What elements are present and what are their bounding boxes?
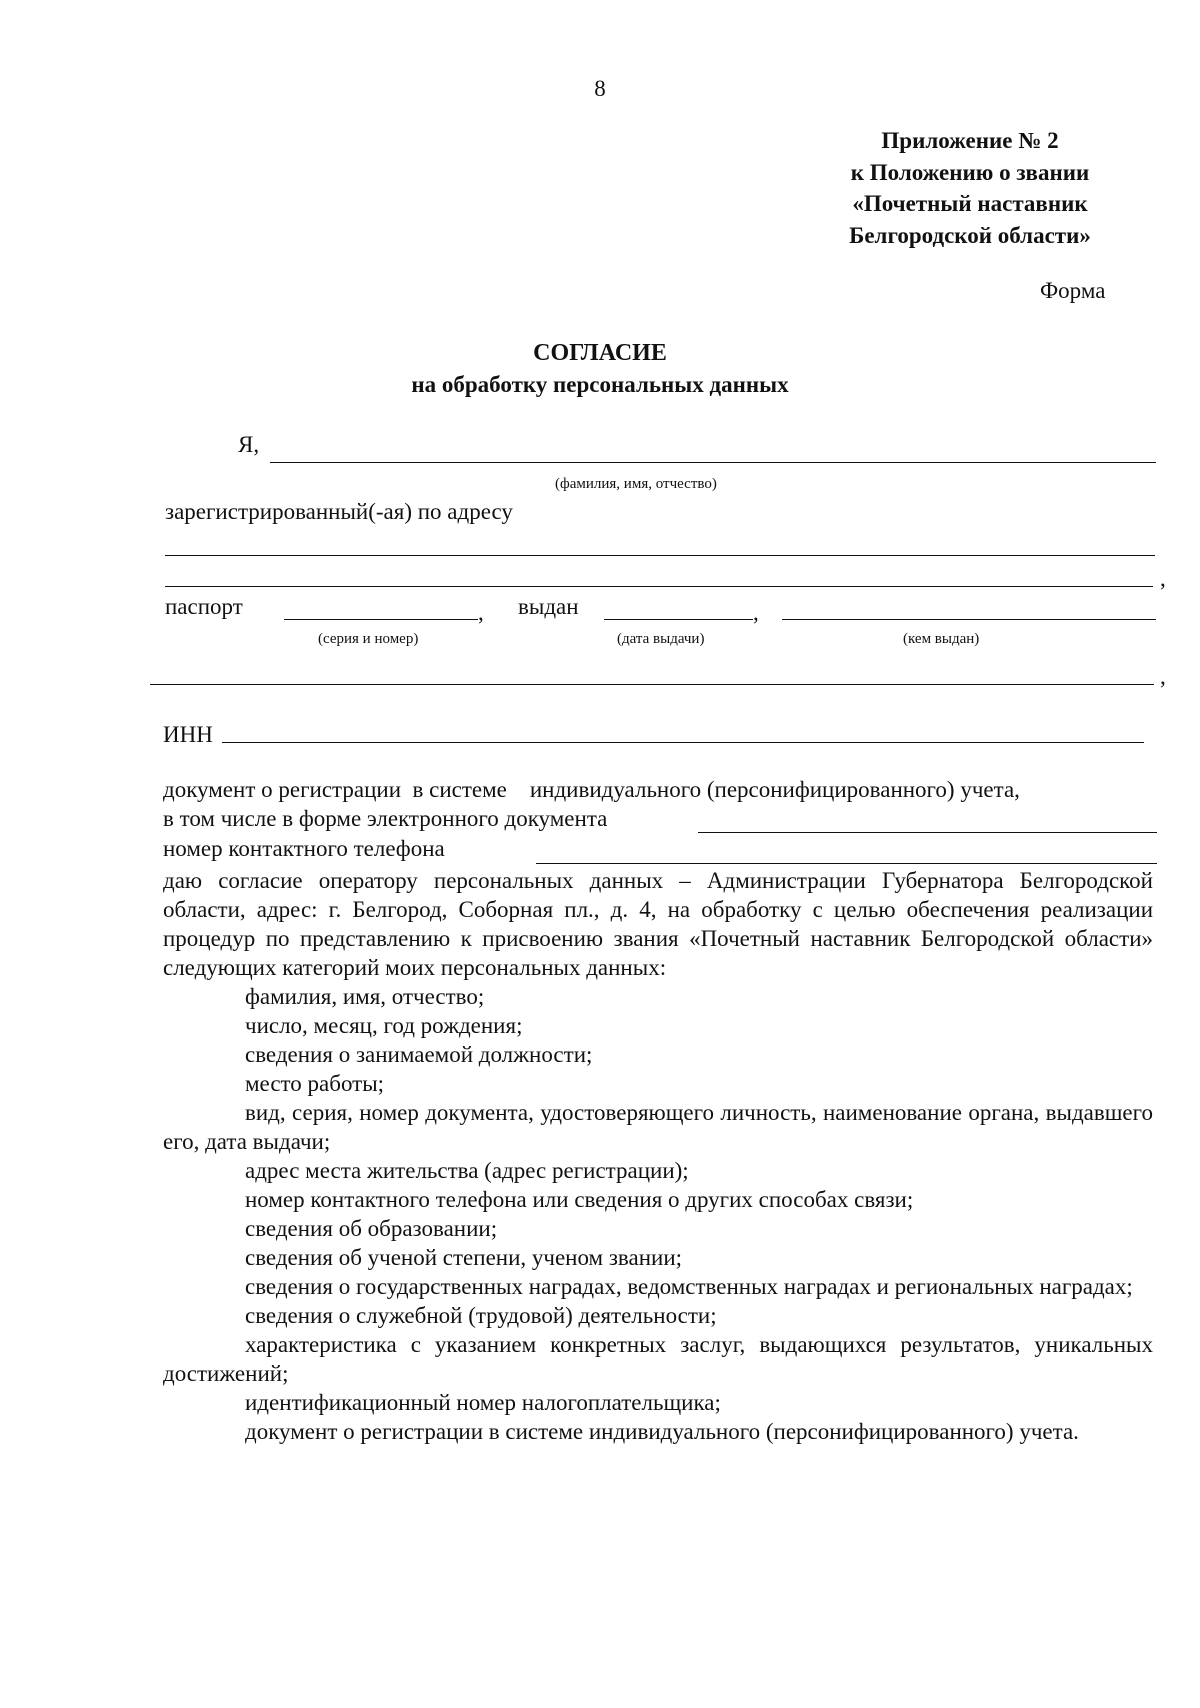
appendix-line-3: «Почетный наставник — [852, 191, 1088, 216]
passport-comma: , — [478, 600, 484, 625]
consent-item: место работы; — [245, 1071, 385, 1096]
issue-date-comma: , — [753, 600, 759, 625]
address-label: зарегистрированный(-ая) по адресу — [165, 499, 513, 524]
phone-input-line[interactable] — [536, 863, 1157, 864]
consent-item: сведения об образовании; — [245, 1216, 498, 1241]
phone-label: номер контактного телефона — [163, 836, 445, 861]
consent-item: число, месяц, год рождения; — [245, 1013, 523, 1038]
issuer-comma: , — [1160, 664, 1166, 689]
consent-item: документ о регистрации в системе индивидуального (персонифицированного) учета. — [245, 1419, 1079, 1444]
fio-input-line[interactable] — [270, 462, 1156, 463]
passport-series-caption: (серия и номер) — [318, 631, 419, 647]
appendix-line-1: Приложение № 2 — [881, 128, 1059, 153]
consent-item: сведения о государственных наградах, ведомственных наградах и региональных наградах; — [245, 1274, 1133, 1299]
form-label: Форма — [1040, 278, 1106, 303]
document-subtitle: на обработку персональных данных — [411, 372, 789, 397]
issuer-caption: (кем выдан) — [903, 631, 980, 647]
inn-input-line[interactable] — [222, 742, 1144, 743]
doc-registration-line-1: документ о регистрации в системе индивидуального (персонифицированного) учета, — [163, 777, 1020, 802]
passport-label: паспорт — [165, 594, 243, 619]
consent-body — [163, 866, 1153, 1446]
appendix-heading — [820, 125, 1120, 251]
address-comma: , — [1160, 566, 1166, 591]
address-input-line-2[interactable] — [165, 586, 1153, 587]
consent-item: вид, серия, номер документа, удостоверяющего личность, наименование органа, выдавшего его, дата выдачи; — [163, 1100, 1153, 1154]
issued-label: выдан — [518, 594, 579, 619]
i-label: Я, — [238, 432, 260, 457]
issue-date-caption: (дата выдачи) — [617, 631, 705, 647]
issue-date-input-line[interactable] — [604, 619, 753, 620]
passport-series-input-line[interactable] — [284, 619, 478, 620]
consent-items-list — [163, 982, 1153, 1446]
issuer-input-line[interactable] — [782, 619, 1156, 620]
fio-caption: (фамилия, имя, отчество) — [555, 476, 717, 492]
address-input-line-1[interactable] — [165, 555, 1155, 556]
consent-item: характеристика с указанием конкретных заслуг, выдающихся результатов, уникальных достижений; — [163, 1332, 1153, 1386]
consent-item: номер контактного телефона или сведения о других способах связи; — [245, 1187, 914, 1212]
appendix-line-2: к Положению о звании — [850, 159, 1090, 185]
doc-registration-line-2: в том числе в форме электронного документа — [163, 806, 608, 831]
consent-item: сведения об ученой степени, ученом звании; — [245, 1245, 683, 1270]
electronic-document-input-line[interactable] — [698, 832, 1157, 833]
consent-item: идентификационный номер налогоплательщика; — [245, 1390, 721, 1415]
consent-item: адрес места жительства (адрес регистрации); — [245, 1158, 689, 1183]
consent-item: фамилия, имя, отчество; — [245, 984, 485, 1009]
document-title: СОГЛАСИЕ — [533, 340, 667, 366]
page-number: 8 — [594, 76, 606, 101]
consent-item: сведения о служебной (трудовой) деятельности; — [245, 1303, 717, 1328]
issuer-input-line-2[interactable] — [150, 684, 1154, 685]
consent-item: сведения о занимаемой должности; — [245, 1042, 593, 1067]
consent-intro: даю согласие оператору персональных данных – Администрации Губернатора Белгородской области, адрес: г. Белгород, Соборная пл., д. 4, на обработку с целью обеспечения реализации процедур по представлению к присвоению звания «Почетный наставник Белгородской области» следующих категорий моих персональных данных: — [163, 868, 1153, 980]
inn-label: ИНН — [163, 722, 213, 747]
appendix-line-4: Белгородской области» — [849, 222, 1091, 248]
